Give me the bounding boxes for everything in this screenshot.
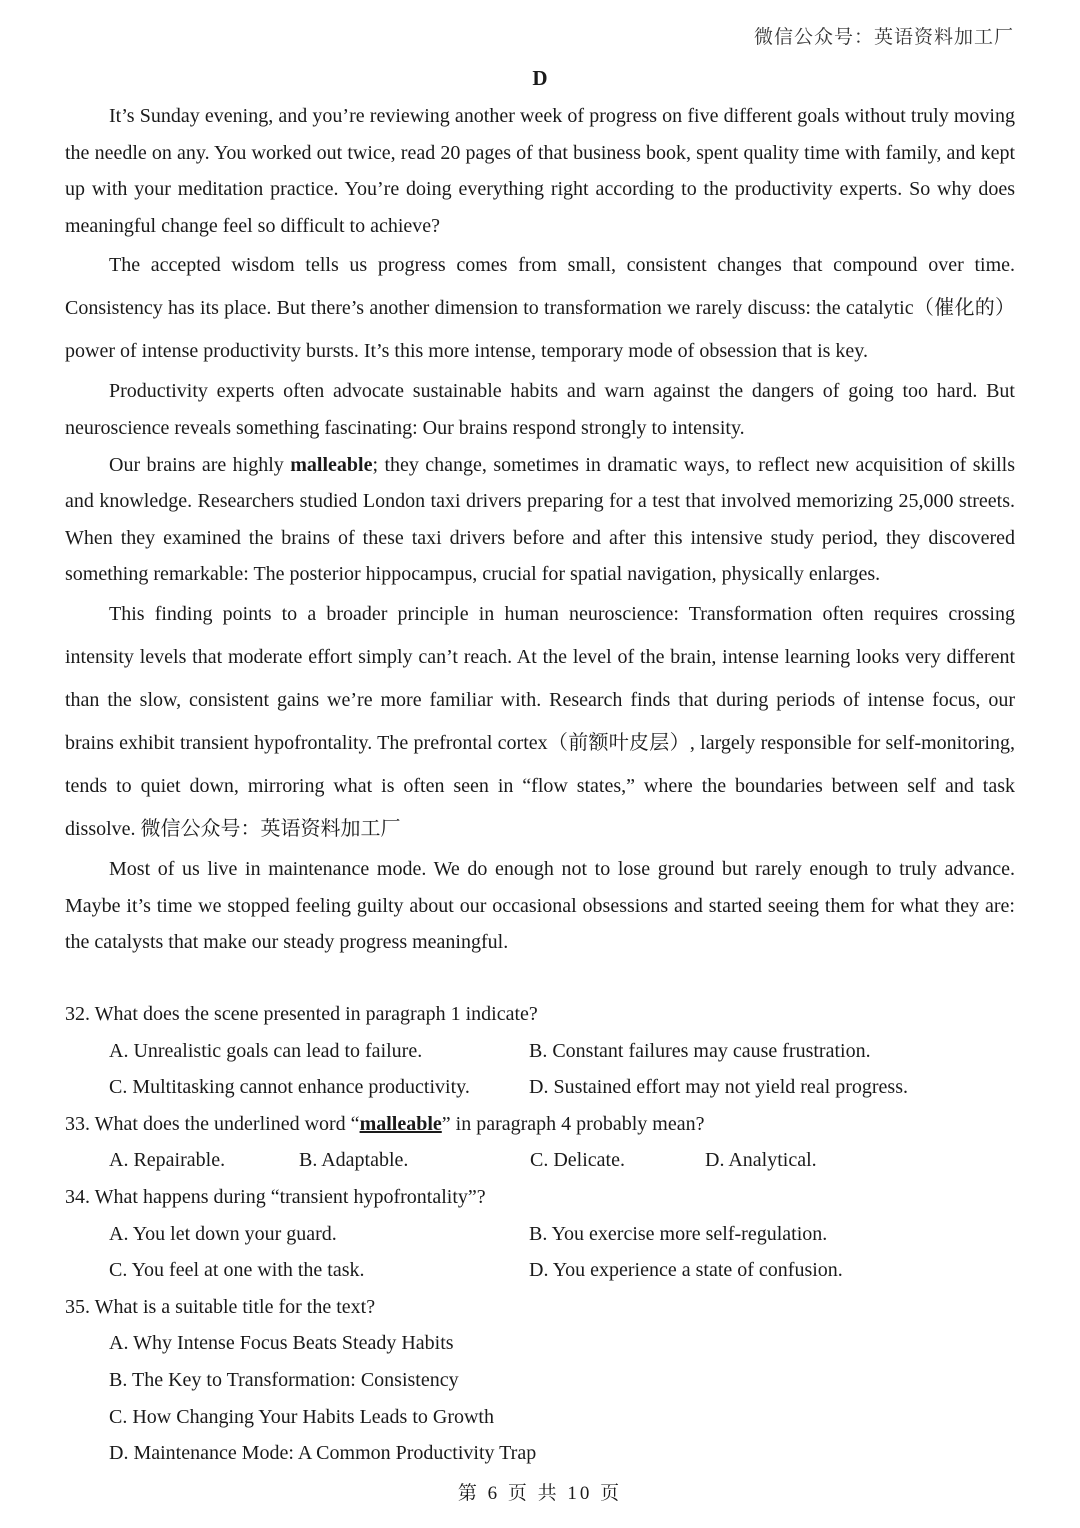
option-a: A. Repairable.: [109, 1149, 226, 1172]
option-d: D. You experience a state of confusion.: [529, 1259, 843, 1282]
header-watermark: 微信公众号：英语资料加工厂: [753, 27, 1014, 48]
option-b: B. Adaptable.: [299, 1149, 409, 1172]
options-row: [65, 1362, 1015, 1399]
option-b: B. Constant failures may cause frustration.: [529, 1039, 871, 1062]
question-stem: [65, 1106, 1015, 1143]
paragraph-5: This finding points to a broader principle in human neuroscience: Transformation often requires crossing intensity levels that moderate effort simply can’t reach. At the level of the brain, intense learning looks very different than the slow, consistent gains we’re more familiar with. Research finds that during periods of intense focus, our brains exhibit transient hypofrontality. The prefrontal cortex（前额叶皮层）, largely responsible for self-monitoring, tends to quiet down, mirroring what is often seen in “flow states,” where the boundaries between self and task dissolve. 微信公众号：英语资料加工厂: [65, 602, 1015, 840]
question-34: [65, 1179, 1015, 1289]
page-number: 第 6 页 共 10 页: [457, 1483, 623, 1504]
option-c: C. How Changing Your Habits Leads to Growth: [109, 1405, 494, 1428]
question-stem-lead: 33. What does the underlined word “: [65, 1112, 360, 1135]
options-row: [65, 1142, 1015, 1179]
question-33: [65, 1106, 1015, 1179]
option-a: A. You let down your guard.: [109, 1222, 337, 1245]
question-32: [65, 996, 1015, 1106]
options-row: [65, 1216, 1015, 1253]
keyword-malleable: malleable: [290, 453, 373, 476]
question-stem: 34. What happens during “transient hypofrontality”?: [65, 1185, 486, 1208]
paragraph-2: The accepted wisdom tells us progress comes from small, consistent changes that compound over time. Consistency has its place. But there’s another dimension to transformation we rarely discuss: the catalytic（催化的）power of intense productivity bursts. It’s this more intense, temporary mode of obsession that is key.: [65, 254, 1015, 363]
paragraph-3: Productivity experts often advocate sustainable habits and warn against the dangers of going too hard. But neuroscience reveals something fascinating: Our brains respond strongly to intensity.: [65, 380, 1015, 439]
underlined-word: malleable: [359, 1112, 442, 1135]
paragraph-6: Most of us live in maintenance mode. We do enough not to lose ground but rarely enough to truly advance. Maybe it’s time we stopped feeling guilty about our occasional obsessions and started seeing them for what they are: the catalysts that make our steady progress meaningful.: [65, 857, 1015, 954]
option-c: C. Delicate.: [530, 1149, 625, 1172]
paragraph-4-lead: Our brains are highly: [109, 453, 291, 476]
option-d: D. Maintenance Mode: A Common Productivity Trap: [109, 1442, 537, 1465]
paragraph-1: It’s Sunday evening, and you’re reviewing another week of progress on five different goals without truly moving the needle on any. You worked out twice, read 20 pages of that business book, spent quality time with family, and kept up with your meditation practice. You’re doing everything right according to the productivity experts. So why does meaningful change feel so difficult to achieve?: [65, 105, 1015, 237]
paragraph-4: [65, 447, 1015, 593]
option-c: C. Multitasking cannot enhance productivity.: [109, 1076, 470, 1099]
options-row: [65, 1252, 1015, 1289]
options-row: [65, 1033, 1015, 1070]
options-row: [65, 1325, 1015, 1362]
section-title: D: [532, 66, 548, 90]
paragraph-4-rest: ; they change, sometimes in dramatic ways, to reflect new acquisition of skills and knowledge. Researchers studied London taxi drivers preparing for a test that involved memorizing 25,000 streets. When they examined the brains of these taxi drivers before and after this intensive study period, they discovered something remarkable: The posterior hippocampus, crucial for spatial navigation, physically enlarges.: [65, 453, 1015, 586]
option-a: A. Unrealistic goals can lead to failure.: [109, 1039, 423, 1062]
options-row: [65, 1399, 1015, 1436]
option-d: D. Sustained effort may not yield real progress.: [529, 1076, 908, 1099]
question-stem: 32. What does the scene presented in paragraph 1 indicate?: [65, 1003, 538, 1025]
question-stem-tail: ” in paragraph 4 probably mean?: [441, 1112, 705, 1135]
option-b: B. The Key to Transformation: Consistency: [109, 1368, 459, 1391]
options-row: [65, 1069, 1015, 1106]
reading-passage: [65, 98, 1015, 961]
question-list: [65, 996, 1015, 1472]
question-stem: 35. What is a suitable title for the text?: [65, 1295, 376, 1318]
options-row: [65, 1435, 1015, 1472]
option-a: A. Why Intense Focus Beats Steady Habits: [109, 1332, 454, 1355]
option-c: C. You feel at one with the task.: [109, 1259, 365, 1282]
option-d: D. Analytical.: [705, 1149, 817, 1172]
question-35: [65, 1289, 1015, 1472]
option-b: B. You exercise more self-regulation.: [529, 1222, 828, 1245]
